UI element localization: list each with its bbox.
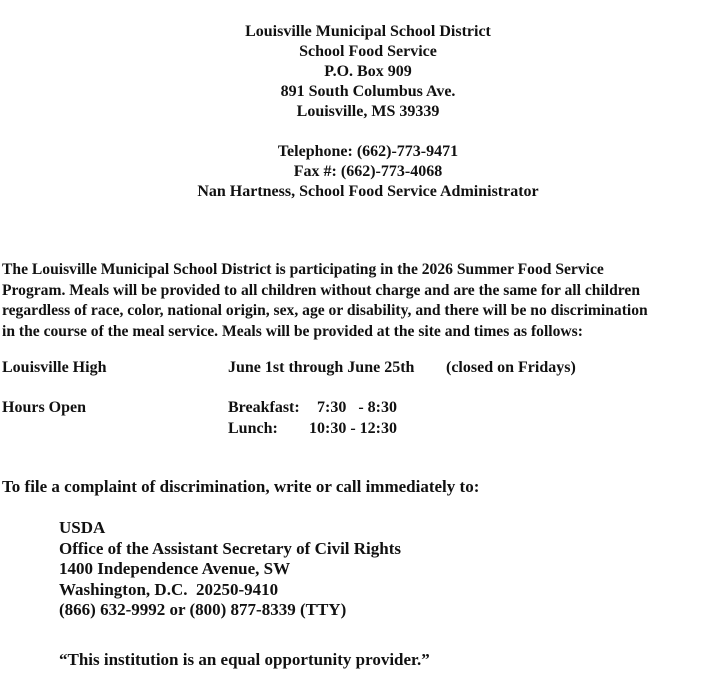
usda-contact-block — [59, 518, 401, 621]
usda-org: USDA — [59, 518, 106, 537]
breakfast-time: 7:30 - 8:30 — [317, 399, 397, 416]
lunch-time: 10:30 - 12:30 — [309, 420, 397, 437]
site-closed-note: (closed on Fridays) — [446, 359, 576, 376]
letterhead — [0, 22, 722, 202]
site-name: Louisville High — [2, 359, 107, 376]
city-state-zip: Louisville, MS 39339 — [296, 103, 440, 120]
usda-office: Office of the Assistant Secretary of Civil Rights — [59, 538, 401, 558]
fax-number: Fax #: (662)-773-4068 — [293, 163, 443, 180]
letterhead-spacer — [0, 122, 722, 142]
hours-label: Hours Open — [2, 399, 87, 416]
equal-opportunity-statement: “This institution is an equal opportunity provider.” — [59, 650, 430, 669]
usda-street: 1400 Independence Avenue, SW — [59, 559, 291, 578]
usda-phone: (866) 632-9992 or (800) 877-8339 (TTY) — [59, 600, 347, 619]
site-dates: June 1st through June 25th — [228, 359, 415, 376]
lunch-label: Lunch: — [228, 420, 278, 437]
program-notice — [2, 260, 722, 342]
breakfast-label: Breakfast: — [228, 399, 300, 416]
usda-city: Washington, D.C. 20250-9410 — [59, 579, 279, 599]
notice-line: Program. Meals will be provided to all children without charge and are the same for all children — [2, 281, 641, 299]
notice-line: regardless of race, color, national origin, sex, age or disability, and there will be no discrimination — [2, 302, 648, 319]
complaint-heading: To file a complaint of discrimination, write or call immediately to: — [2, 477, 480, 496]
po-box: P.O. Box 909 — [324, 63, 412, 80]
street-address: 891 South Columbus Ave. — [280, 83, 456, 100]
telephone-number: Telephone: (662)-773-9471 — [277, 143, 459, 160]
notice-line: The Louisville Municipal School District is participating in the 2026 Summer Food Service — [2, 261, 604, 278]
district-name: Louisville Municipal School District — [245, 23, 491, 40]
notice-line: in the course of the meal service. Meals will be provided at the site and times as follows: — [2, 322, 583, 340]
department-name: School Food Service — [299, 43, 437, 60]
administrator-name: Nan Hartness, School Food Service Administrator — [197, 183, 539, 200]
